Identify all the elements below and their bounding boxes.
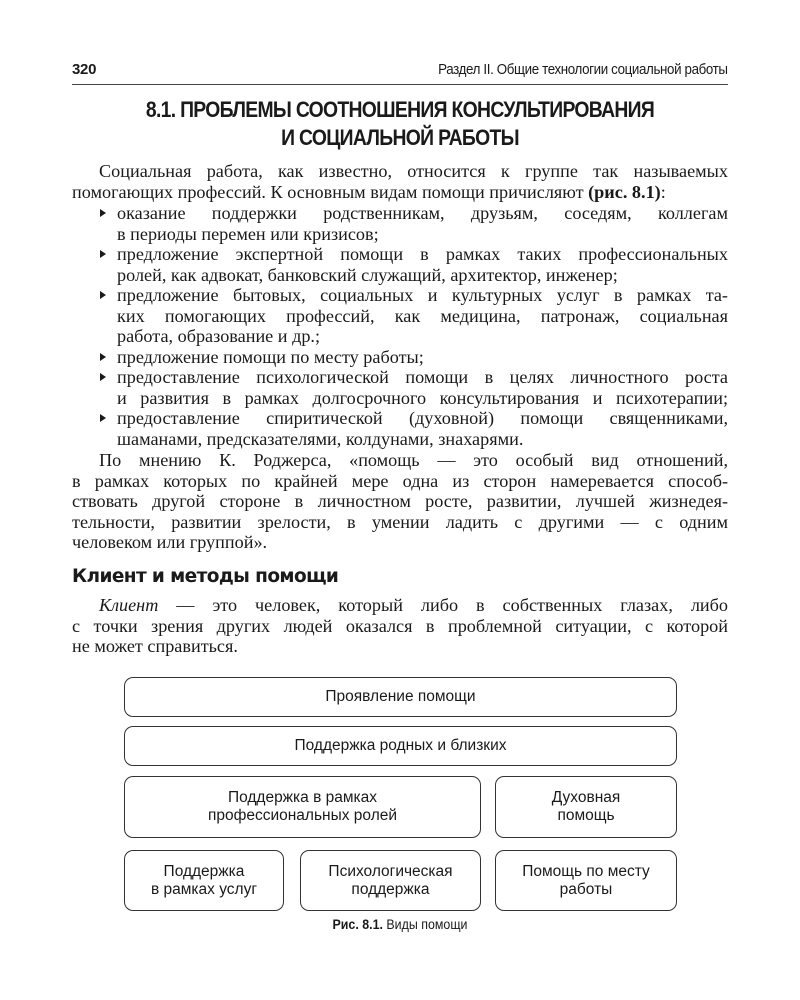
running-header bbox=[72, 58, 728, 85]
list-item: предоставление спиритической (духовной) помощи священниками, шаманами, предсказателями, колдунами, знахарями. bbox=[72, 408, 728, 449]
triangle-bullet-icon bbox=[100, 291, 106, 299]
figure-reference: (рис. 8.1) bbox=[588, 181, 661, 202]
running-title: Раздел II. Общие технологии социальной работы bbox=[438, 62, 728, 78]
box-professional-roles-support: Поддержка в рамках профессиональных ролей bbox=[124, 776, 481, 838]
triangle-bullet-icon bbox=[100, 250, 106, 258]
box-psychological-support: Психологическая поддержка bbox=[300, 850, 481, 911]
intro-line-2: помогающих профессий. К основным видам помощи причисляют (рис. 8.1): bbox=[72, 181, 666, 202]
box-family-support: Поддержка родных и близких bbox=[124, 726, 677, 766]
box-workplace-help: Помощь по месту работы bbox=[495, 850, 677, 911]
box-manifestation-of-help: Проявление помощи bbox=[124, 677, 677, 717]
figure-caption bbox=[32, 917, 768, 932]
defined-term: Клиент bbox=[99, 595, 159, 615]
page-number: 320 bbox=[72, 61, 97, 78]
list-item: оказание поддержки родственникам, друзьям, соседям, коллегам в периоды перемен или кризисов; bbox=[72, 203, 728, 244]
intro-line-1: Социальная работа, как известно, относится к группе так называемых bbox=[99, 161, 728, 181]
help-types-list bbox=[72, 203, 728, 449]
rogers-quote-paragraph: По мнению К. Роджерса, «помощь — это особый вид отношений, в рамках которых по крайней мере одна из сторон намеревается способ- ствовать другой стороне в личностном росте, развитии, лучшей жизнедея- тельности, развитии зрелости, в умении ладить с другими — с одним человеком или группой». bbox=[72, 450, 728, 552]
chapter-title bbox=[118, 96, 682, 152]
figure-caption-text: Виды помощи bbox=[382, 917, 468, 932]
triangle-bullet-icon bbox=[100, 209, 106, 217]
triangle-bullet-icon bbox=[100, 414, 106, 422]
box-spiritual-help: Духовная помощь bbox=[495, 776, 677, 838]
figure-caption-label: Рис. 8.1. bbox=[332, 917, 383, 932]
chapter-title-line-2: И СОЦИАЛЬНОЙ РАБОТЫ bbox=[281, 125, 519, 150]
list-item: предоставление психологической помощи в целях личностного роста и развития в рамках долгосрочного консультирования и психотерапии; bbox=[72, 367, 728, 408]
chapter-title-line-1: 8.1. ПРОБЛЕМЫ СООТНОШЕНИЯ КОНСУЛЬТИРОВАНИЯ bbox=[145, 97, 655, 122]
section-heading: Клиент и методы помощи bbox=[72, 566, 339, 587]
list-item: предложение бытовых, социальных и культурных услуг в рамках та- ких помогающих профессий, как медицина, патронаж, социальная работа, образование и др.; bbox=[72, 285, 728, 347]
triangle-bullet-icon bbox=[100, 373, 106, 381]
list-item: предложение помощи по месту работы; bbox=[72, 347, 728, 368]
client-definition-paragraph: Клиент — это человек, который либо в собственных глазах, либо с точки зрения других людей оказался в проблемной ситуации, с которой не может справиться. bbox=[72, 595, 728, 656]
box-services-support: Поддержка в рамках услуг bbox=[124, 850, 284, 911]
triangle-bullet-icon bbox=[100, 353, 106, 361]
list-item: предложение экспертной помощи в рамках таких профессиональных ролей, как адвокат, банковский служащий, архитектор, инженер; bbox=[72, 244, 728, 285]
intro-paragraph bbox=[72, 161, 728, 202]
